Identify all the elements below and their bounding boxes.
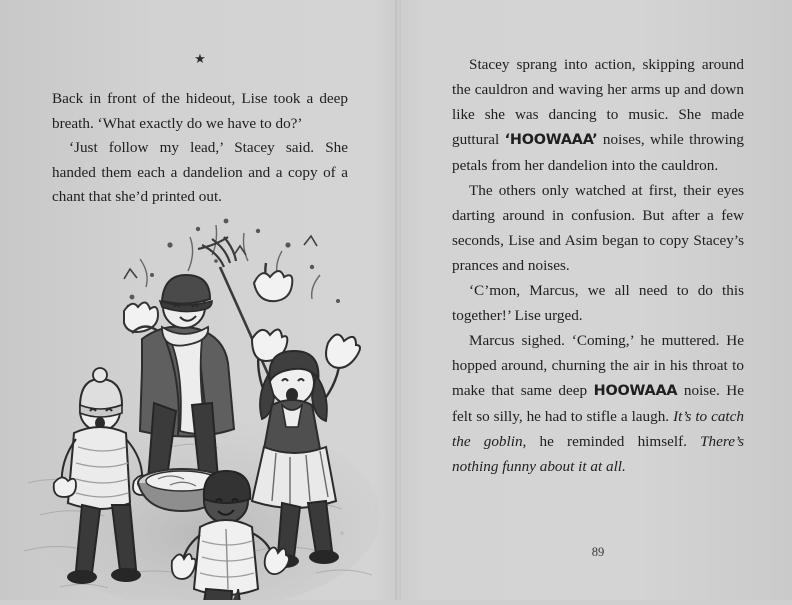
left-paragraph-2: ‘Just follow my lead,’ Stacey said. She handed them each a dandelion and a copy of a chant that she’d printed out. bbox=[52, 139, 348, 205]
left-paragraph-1: Back in front of the hideout, Lise took a deep breath. ‘What exactly do we have to do?’ bbox=[52, 90, 348, 132]
right-paragraph-1 bbox=[452, 52, 744, 178]
page-number: 89 bbox=[591, 545, 605, 559]
text-run: noises, while throwing petals from her dandelion into the cauldron. bbox=[452, 131, 744, 174]
text-run: , he reminded himself. bbox=[522, 433, 701, 450]
right-page-text-column bbox=[452, 52, 744, 479]
right-paragraph-2: The others only watched at first, their eyes darting around in confusion. But after a few seconds, Lise and Asim began to copy Stacey’s prances and noises. bbox=[452, 182, 744, 274]
inner-thought-2: There’s nothing funny about it at all. bbox=[452, 433, 744, 475]
onomatopoeia-hoowaaa: HOOWAAA bbox=[593, 383, 678, 399]
right-paragraph-4 bbox=[452, 328, 744, 479]
inner-thought-1: It’s to catch the goblin bbox=[452, 408, 744, 450]
text-run: Marcus sighed. ‘Coming,’ he muttered. He hopped around, churning the air in his throat to make that same deep bbox=[452, 332, 744, 399]
text-run: Stacey sprang into action, skipping around the cauldron and waving her arms up and down like she was dancing to music. She made guttural bbox=[452, 56, 744, 148]
text-run: noise. He felt so silly, he had to stifle a laugh. bbox=[452, 382, 744, 425]
right-paragraph-3: ‘C’mon, Marcus, we all need to do this together!’ Lise urged. bbox=[452, 282, 744, 324]
section-break-ornament: ★ bbox=[194, 51, 206, 66]
page-gutter bbox=[395, 0, 401, 600]
children-dancing-cauldron-illustration bbox=[20, 215, 390, 600]
onomatopoeia-hoowaaa: ‘HOOWAAA’ bbox=[504, 132, 598, 148]
left-page-text-column bbox=[52, 52, 348, 210]
